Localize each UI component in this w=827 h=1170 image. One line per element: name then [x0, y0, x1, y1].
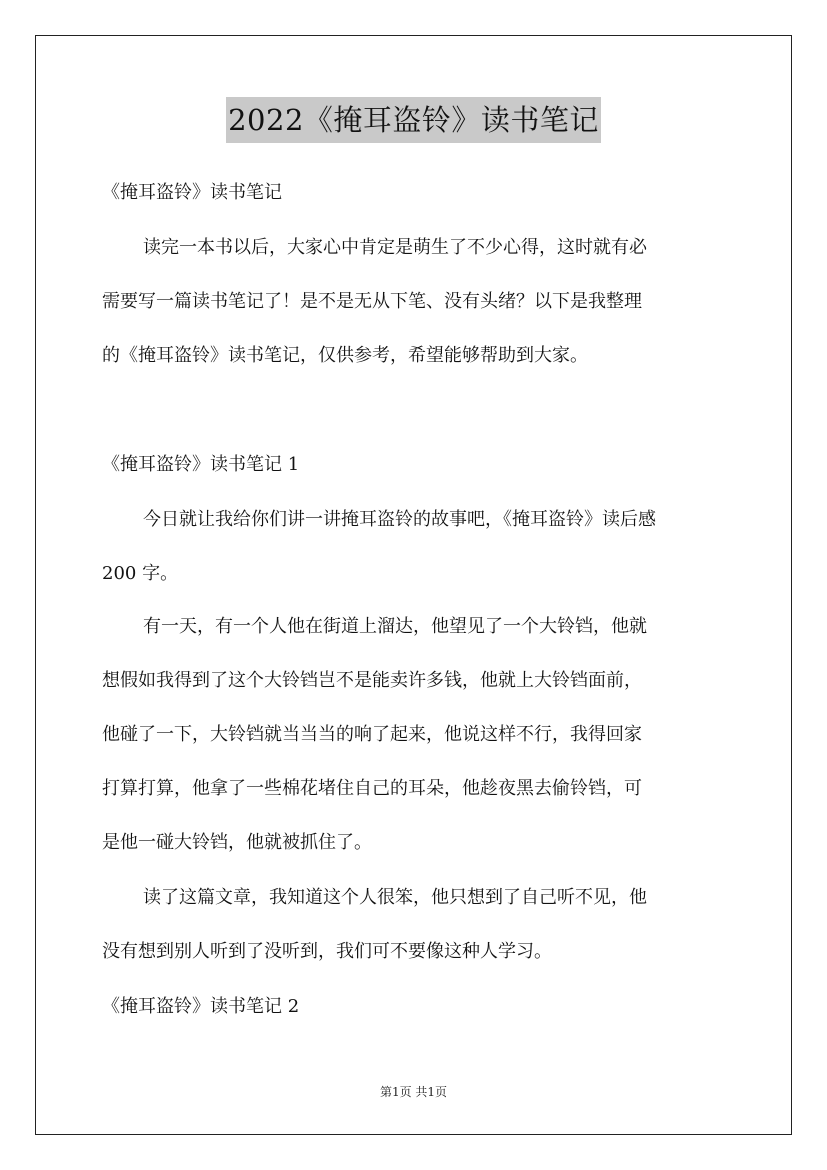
note2-heading: 《掩耳盗铃》读书笔记 2 [102, 996, 300, 1017]
note1-heading: 《掩耳盗铃》读书笔记 1 [102, 454, 300, 475]
note1-p2-line-2: 想假如我得到了这个大铃铛岂不是能卖许多钱，他就上大铃铛面前， [102, 670, 642, 691]
note1-p3-line-2: 没有想到别人听到了没听到，我们可不要像这种人学习。 [102, 941, 552, 962]
note1-p3-line-1: 读了这篇文章，我知道这个人很笨，他只想到了自己听不见，他 [143, 887, 647, 908]
intro-line-2: 需要写一篇读书笔记了！是不是无从下笔、没有头绪？以下是我整理 [102, 291, 642, 312]
subtitle: 《掩耳盗铃》读书笔记 [102, 182, 282, 203]
title-container [0, 97, 827, 143]
intro-line-3: 的《掩耳盗铃》读书笔记，仅供参考，希望能够帮助到大家。 [102, 345, 588, 366]
note1-p2-line-3: 他碰了一下，大铃铛就当当当的响了起来，他说这样不行，我得回家 [102, 724, 642, 745]
note1-p2-line-5: 是他一碰大铃铛，他就被抓住了。 [102, 832, 372, 853]
page-footer: 第1页 共1页 [379, 1085, 448, 1099]
note1-p1-line-2: 200 字。 [102, 563, 179, 584]
note1-p2-line-4: 打算打算，他拿了一些棉花堵住自己的耳朵，他趁夜黑去偷铃铛，可 [102, 778, 642, 799]
intro-line-1: 读完一本书以后，大家心中肯定是萌生了不少心得，这时就有必 [143, 237, 647, 258]
document-title: 2022《掩耳盗铃》读书笔记 [226, 97, 601, 143]
note1-p1-line-1: 今日就让我给你们讲一讲掩耳盗铃的故事吧，《掩耳盗铃》读后感 [143, 509, 656, 530]
note1-p2-line-1: 有一天，有一个人他在街道上溜达，他望见了一个大铃铛，他就 [143, 616, 647, 637]
